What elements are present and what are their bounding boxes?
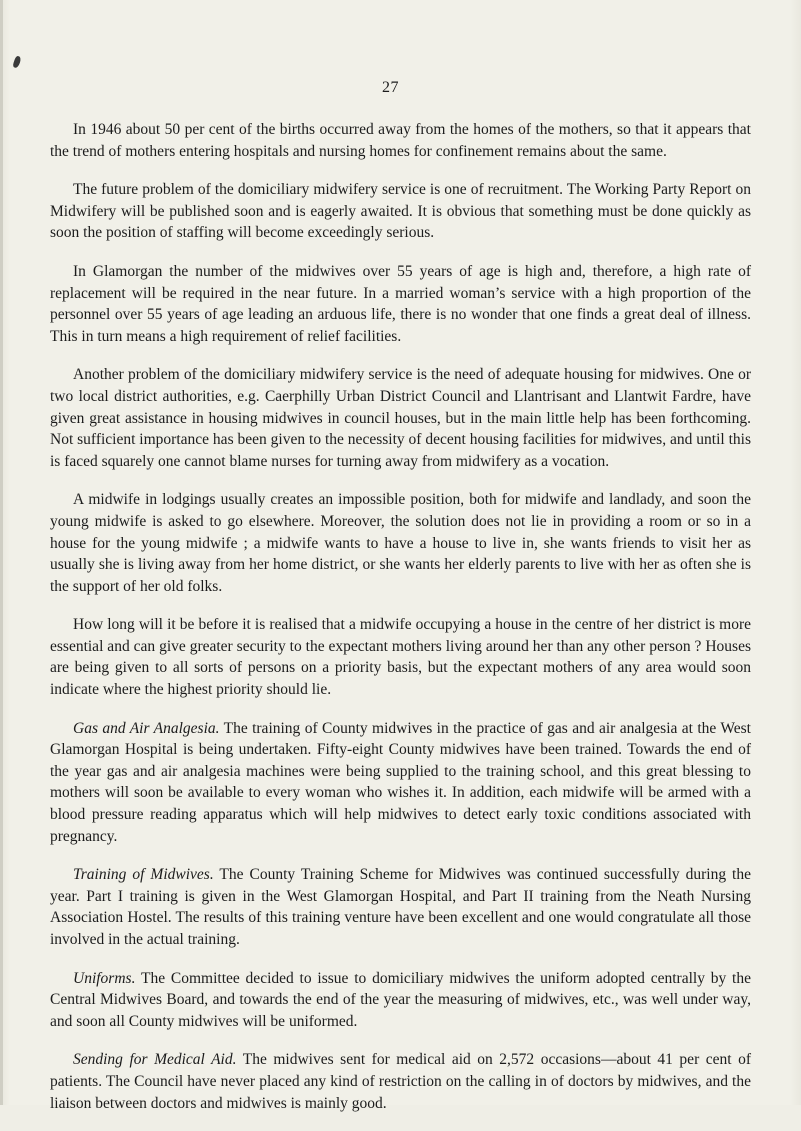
paragraph-4-text: Another problem of the domiciliary midwifery service is the need of adequate housing for midwives. One or two local district authorities, e.g. Caerphilly Urban District Council and Llantrisant and Llantwit Fardre, have given great assistance in housing midwives in council houses, but in the main little help has been forthcoming. Not sufficient importance has been given to the necessity of decent housing facilities for midwives, and until this is faced squarely one cannot blame nurses for turning away from midwifery as a vocation. xyxy=(50,366,751,470)
paragraph-training-of-midwives xyxy=(50,864,751,950)
section-heading-training-of-midwives: Training of Midwives. xyxy=(73,866,214,884)
section-heading-gas-and-air: Gas and Air Analgesia. xyxy=(73,719,220,737)
paragraph-gas-and-air xyxy=(50,718,751,848)
paragraph-3-text: In Glamorgan the number of the midwives over 55 years of age is high and, therefore, a high rate of replacement will be required in the near future. In a married woman’s service with a high proportion of the personnel over 55 years of age leading an arduous life, there is no wonder that one finds a great deal of illness. This in turn means a high requirement of relief facilities. xyxy=(50,262,751,345)
ink-speck xyxy=(12,55,21,68)
page-number: 27 xyxy=(382,79,399,96)
paragraph-uniforms xyxy=(50,968,751,1033)
section-heading-uniforms: Uniforms. xyxy=(73,969,136,987)
paragraph-uniforms-text: The Committee decided to issue to domiciliary midwives the uniform adopted centrally by the Central Midwives Board, and towards the end of the year the measuring of midwives, etc., was well under way, and soon all County midwives will be uniformed. xyxy=(50,969,751,1030)
paragraph-6 xyxy=(50,614,751,700)
paragraph-6-text: How long will it be before it is realised that a midwife occupying a house in the centre of her district is more essential and can give greater security to the expectant mothers living around her than any other person ? Houses are being given to all sorts of persons on a priority basis, but the expectant mothers of any area would soon indicate where the highest priority should lie. xyxy=(50,616,751,699)
paragraph-medical-aid xyxy=(50,1049,751,1114)
section-heading-medical-aid: Sending for Medical Aid. xyxy=(73,1051,237,1069)
paragraph-4 xyxy=(50,364,751,472)
body-text xyxy=(50,119,751,1131)
paragraph-training-of-midwives-text: The County Training Scheme for Midwives was continued successfully during the year. Part I training is given in the West Glamorgan Hospital, and Part II training from the Neath Nursing Association Hostel. The results of this training venture have been excellent and one would congratulate all those involved in the actual training. xyxy=(50,866,751,948)
paragraph-3 xyxy=(50,261,751,347)
paragraph-2 xyxy=(50,179,751,244)
paragraph-5 xyxy=(50,489,751,597)
paragraph-medical-aid-text: The midwives sent for medical aid on 2,572 occasions—about 41 per cent of patients. The Council have never placed any kind of restriction on the calling in of doctors by midwives, and the liaison between doctors and midwives is mainly good. xyxy=(50,1051,751,1112)
paragraph-gas-and-air-text: The training of County midwives in the practice of gas and air analgesia at the West Glamorgan Hospital is being undertaken. Fifty-eight County midwives have been trained. Towards the end of the year gas and air analgesia machines were being supplied to the training school, and this great blessing to mothers will soon be available to every woman who wishes it. In addition, each midwife will be armed with a blood pressure reading apparatus which will help midwives to detect early toxic conditions associated with pregnancy. xyxy=(50,719,751,845)
paragraph-2-text: The future problem of the domiciliary midwifery service is one of recruitment. The Working Party Report on Midwifery will be published soon and is eagerly awaited. It is obvious that something must be done quickly as soon the position of staffing will become exceedingly serious. xyxy=(50,181,751,242)
paragraph-5-text: A midwife in lodgings usually creates an impossible position, both for midwife and landlady, and soon the young midwife is asked to go elsewhere. Moreover, the solution does not lie in providing a room or so in a house for the young midwife ; a midwife wants to have a house to live in, she wants friends to visit her as usually she is living away from her home district, or she wants her elderly parents to live with her as often she is the support of her old folks. xyxy=(50,491,751,595)
page-left-edge xyxy=(0,0,3,1105)
paragraph-1 xyxy=(50,119,751,162)
paragraph-1-text: In 1946 about 50 per cent of the births occurred away from the homes of the mothers, so that it appears that the trend of mothers entering hospitals and nursing homes for confinement remains about the same. xyxy=(50,121,751,160)
